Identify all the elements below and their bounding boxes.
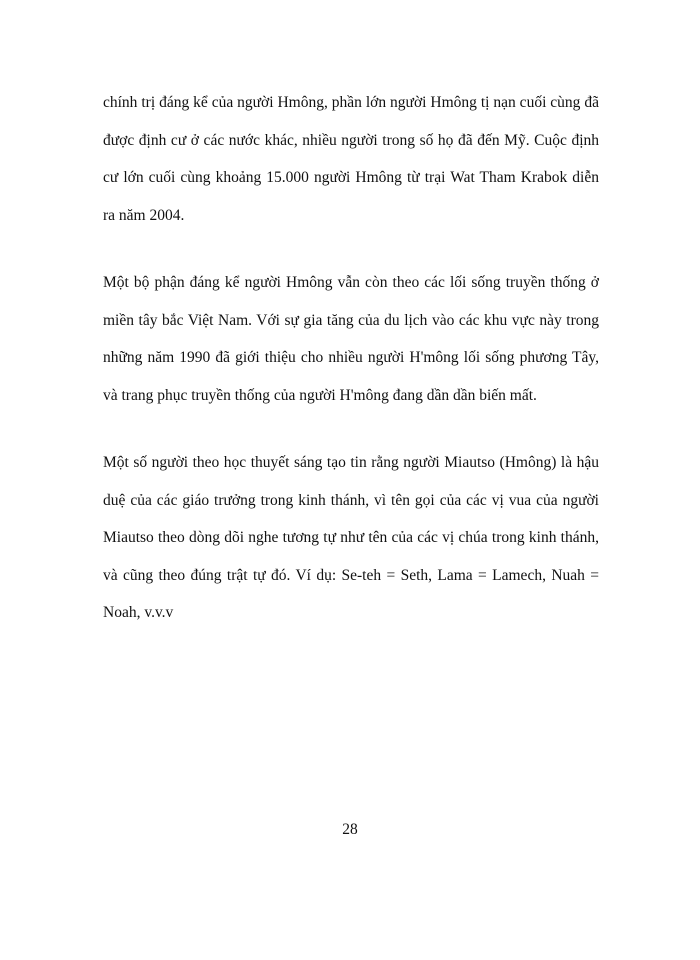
paragraph-traditional-lifestyle: Một bộ phận đáng kể người Hmông vẫn còn theo các lối sống truyền thống ở miền tây bắc Việt Nam. Với sự gia tăng của du lịch vào các khu vực này trong những năm 1990 đã giới thiệu cho nhiều người H'mông lối sống phương Tây, và trang phục truyền thống của người H'mông đang dần dần biến mất. bbox=[103, 274, 599, 404]
paragraph-hmong-resettlement: chính trị đáng kể của người Hmông, phần lớn người Hmông tị nạn cuối cùng đã được định cư ở các nước khác, nhiều người trong số họ đã đến Mỹ. Cuộc định cư lớn cuối cùng khoảng 15.000 người Hmông từ trại Wat Tham Krabok diễn ra năm 2004. bbox=[103, 94, 599, 224]
page-number: 28 bbox=[342, 821, 358, 838]
body-text bbox=[103, 84, 599, 632]
paragraph-creationist-theory: Một số người theo học thuyết sáng tạo tin rằng người Miautso (Hmông) là hậu duệ của các giáo trưởng trong kinh thánh, vì tên gọi của các vị vua của người Miautso theo dòng dõi nghe tương tự như tên của các vị chúa trong kinh thánh, và cũng theo đúng trật tự đó. Ví dụ: Se-teh = Seth, Lama = Lamech, Nuah = Noah, v.v.v bbox=[103, 454, 599, 621]
